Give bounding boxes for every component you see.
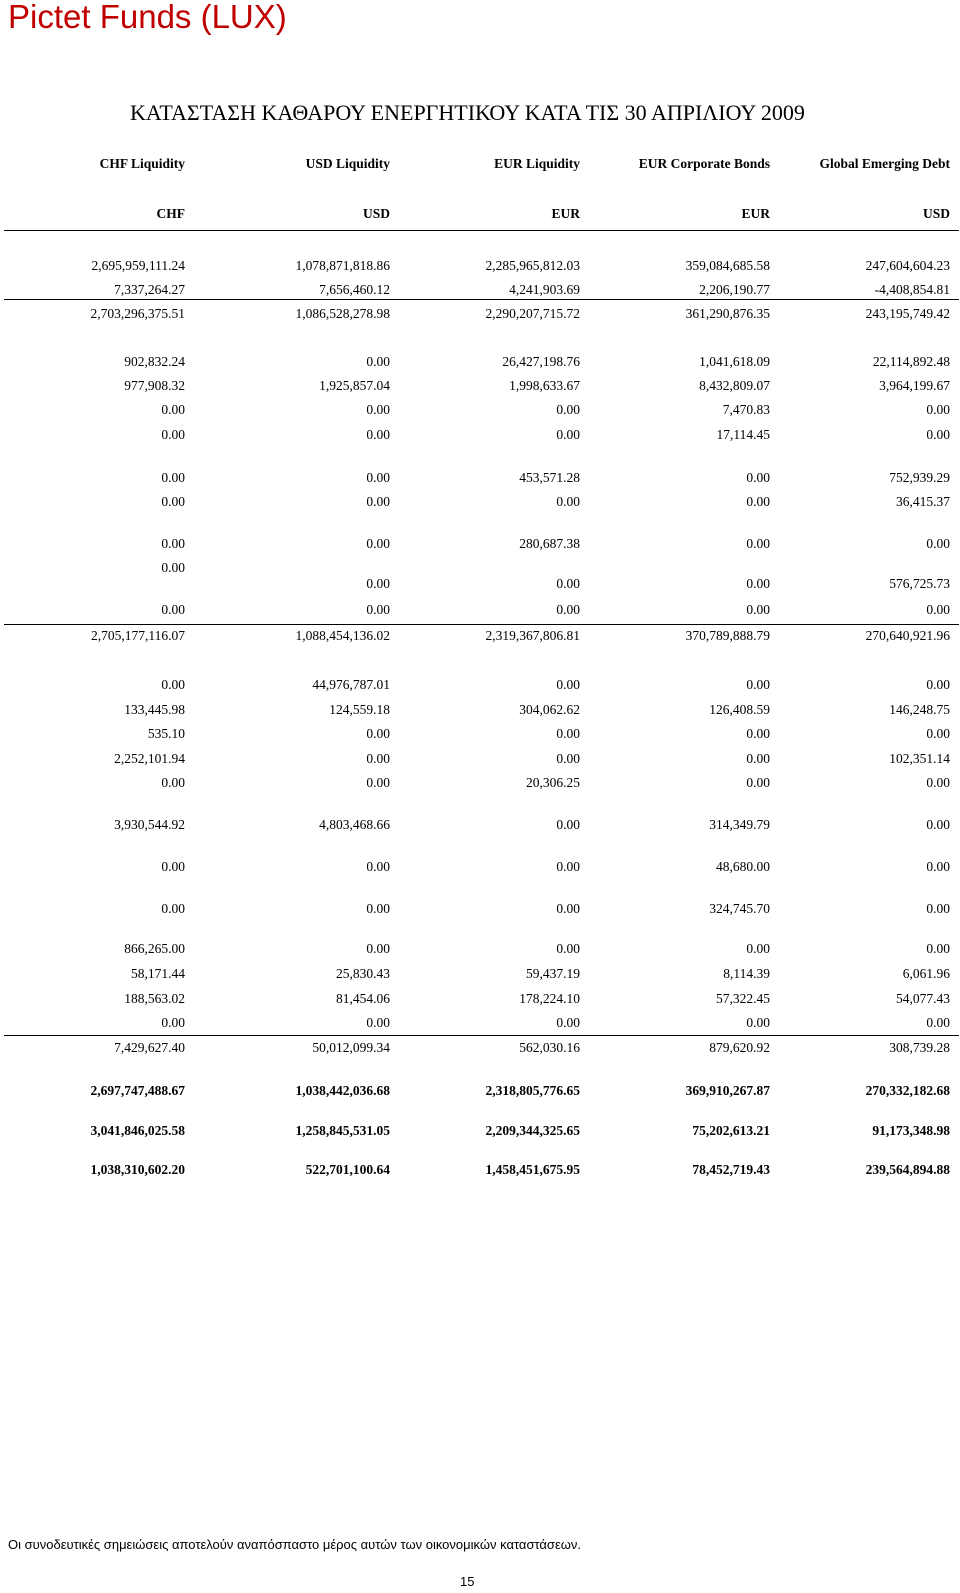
table-cell: 0.00	[556, 1015, 580, 1030]
footnote: Οι συνοδευτικές σημειώσεις αποτελούν αναπόσπαστο μέρος αυτών των οικονομικών καταστάσεων.	[8, 1537, 582, 1552]
table-cell: 1,038,442,036.68	[295, 1083, 390, 1098]
table-cell: 0.00	[366, 402, 390, 417]
table-cell: 1,086,528,278.98	[295, 306, 390, 321]
table-cell: 178,224.10	[519, 991, 580, 1006]
table-cell: 2,319,367,806.81	[485, 628, 580, 643]
table-cell: 361,290,876.35	[685, 306, 770, 321]
table-cell: 22,114,892.48	[872, 354, 950, 369]
table-cell: 239,564,894.88	[865, 1162, 950, 1177]
table-cell: 0.00	[556, 677, 580, 692]
table-cell: 3,930,544.92	[114, 817, 185, 832]
table-cell: 0.00	[556, 494, 580, 509]
table-cell: 0.00	[926, 677, 950, 692]
table-cell: 0.00	[926, 901, 950, 916]
table-cell: 879,620.92	[709, 1040, 770, 1055]
table-cell: 2,703,296,375.51	[90, 306, 185, 321]
currency-header: EUR	[741, 206, 770, 221]
table-cell: 0.00	[926, 726, 950, 741]
table-cell: 1,041,618.09	[699, 354, 770, 369]
table-cell: 0.00	[926, 427, 950, 442]
table-cell: 0.00	[926, 941, 950, 956]
table-cell: 370,789,888.79	[685, 628, 770, 643]
table-cell: 0.00	[556, 941, 580, 956]
currency-header: USD	[922, 206, 950, 221]
table-cell: 4,803,468.66	[319, 817, 390, 832]
table-cell: 7,656,460.12	[319, 282, 390, 297]
table-cell: 44,976,787.01	[312, 677, 390, 692]
table-cell: 25,830.43	[336, 966, 390, 981]
table-cell: 1,038,310,602.20	[90, 1162, 185, 1177]
table-cell: 36,415.37	[896, 494, 950, 509]
table-cell: 0.00	[556, 726, 580, 741]
table-cell: 0.00	[746, 941, 770, 956]
column-header: EUR Liquidity	[494, 156, 580, 171]
table-cell: 59,437.19	[526, 966, 580, 981]
table-cell: 0.00	[556, 602, 580, 617]
table-cell: 314,349.79	[709, 817, 770, 832]
table-cell: 0.00	[161, 901, 185, 916]
table-cell: 280,687.38	[519, 536, 580, 551]
table-cell: 0.00	[556, 402, 580, 417]
table-cell: 124,559.18	[329, 702, 390, 717]
table-cell: 0.00	[746, 494, 770, 509]
table-cell: 0.00	[366, 536, 390, 551]
table-cell: 0.00	[161, 402, 185, 417]
table-cell: 1,925,857.04	[319, 378, 390, 393]
table-cell: 0.00	[926, 1015, 950, 1030]
table-cell: 20,306.25	[526, 775, 580, 790]
table-cell: 2,290,207,715.72	[485, 306, 580, 321]
table-cell: 453,571.28	[519, 470, 580, 485]
table-cell: 2,318,805,776.65	[485, 1083, 580, 1098]
table-cell: 2,285,965,812.03	[485, 258, 580, 273]
table-cell: 0.00	[556, 751, 580, 766]
table-cell: 0.00	[556, 576, 580, 591]
table-cell: 0.00	[926, 817, 950, 832]
table-cell: 576,725.73	[889, 576, 950, 591]
table-cell: 3,041,846,025.58	[90, 1123, 185, 1138]
column-header: USD Liquidity	[305, 156, 390, 171]
table-cell: 2,209,344,325.65	[485, 1123, 580, 1138]
table-cell: 977,908.32	[124, 378, 185, 393]
table-cell: 2,697,747,488.67	[90, 1083, 185, 1098]
table-cell: 58,171.44	[131, 966, 185, 981]
table-cell: 247,604,604.23	[865, 258, 950, 273]
table-cell: 81,454.06	[336, 991, 390, 1006]
table-cell: 2,695,959,111.24	[91, 258, 185, 273]
table-cell: 0.00	[926, 775, 950, 790]
table-cell: 0.00	[746, 602, 770, 617]
table-cell: 243,195,749.42	[865, 306, 950, 321]
table-cell: 752,939.29	[889, 470, 950, 485]
table-cell: 7,337,264.27	[114, 282, 185, 297]
table-cell: 0.00	[366, 576, 390, 591]
table-cell: 0.00	[161, 859, 185, 874]
table-cell: 48,680.00	[716, 859, 770, 874]
table-cell: 4,241,903.69	[509, 282, 580, 297]
table-cell: 324,745.70	[709, 901, 770, 916]
table-cell: 0.00	[366, 354, 390, 369]
table-cell: 1,258,845,531.05	[295, 1123, 390, 1138]
table-cell: 522,701,100.64	[305, 1162, 390, 1177]
table-cell: 0.00	[161, 677, 185, 692]
table-cell: 0.00	[366, 941, 390, 956]
table-cell: 102,351.14	[889, 751, 950, 766]
table-cell: 0.00	[926, 536, 950, 551]
table-cell: 91,173,348.98	[872, 1123, 950, 1138]
total-rule	[4, 624, 959, 625]
table-cell: 0.00	[366, 1015, 390, 1030]
table-cell: 0.00	[746, 536, 770, 551]
table-cell: 0.00	[926, 859, 950, 874]
table-cell: 270,332,182.68	[865, 1083, 950, 1098]
table-cell: 54,077.43	[896, 991, 950, 1006]
table-cell: 146,248.75	[889, 702, 950, 717]
fund-title: Pictet Funds (LUX)	[8, 0, 287, 35]
table-cell: 1,998,633.67	[509, 378, 580, 393]
table-cell: 188,563.02	[124, 991, 185, 1006]
table-cell: 26,427,198.76	[502, 354, 580, 369]
currency-header: CHF	[156, 206, 185, 221]
table-cell: 0.00	[366, 602, 390, 617]
table-cell: 1,088,454,136.02	[295, 628, 390, 643]
table-cell: 75,202,613.21	[692, 1123, 770, 1138]
table-cell: 0.00	[556, 901, 580, 916]
page-number: 15	[460, 1574, 475, 1589]
document-title: ΚΑΤΑΣΤΑΣΗ ΚΑΘΑΡΟΥ ΕΝΕΡΓΗΤΙΚΟΥ ΚΑΤΑ ΤΙΣ 30 ΑΠΡΙΛΙΟΥ 2009	[130, 100, 805, 125]
table-cell: 0.00	[746, 1015, 770, 1030]
table-cell: 8,432,809.07	[699, 378, 770, 393]
table-cell: 8,114.39	[723, 966, 770, 981]
table-cell: 6,061.96	[902, 966, 950, 981]
table-cell: 0.00	[161, 775, 185, 790]
table-cell: 0.00	[556, 817, 580, 832]
table-cell: -4,408,854.81	[874, 282, 950, 297]
table-cell: 1,078,871,818.86	[295, 258, 390, 273]
table-cell: 0.00	[366, 494, 390, 509]
table-cell: 902,832.24	[124, 354, 185, 369]
column-header: CHF Liquidity	[99, 156, 185, 171]
table-cell: 78,452,719.43	[692, 1162, 770, 1177]
table-cell: 535.10	[147, 726, 185, 741]
table-cell: 17,114.45	[716, 427, 770, 442]
table-cell: 0.00	[161, 536, 185, 551]
table-cell: 7,429,627.40	[114, 1040, 185, 1055]
table-cell: 304,062.62	[519, 702, 580, 717]
table-cell: 126,408.59	[709, 702, 770, 717]
table-cell: 0.00	[746, 470, 770, 485]
table-cell: 0.00	[366, 726, 390, 741]
table-cell: 1,458,451,675.95	[485, 1162, 580, 1177]
currency-header: USD	[362, 206, 390, 221]
table-cell: 0.00	[366, 470, 390, 485]
table-cell: 0.00	[161, 427, 185, 442]
table-cell: 0.00	[926, 402, 950, 417]
table-cell: 0.00	[366, 751, 390, 766]
table-cell: 3,964,199.67	[879, 378, 950, 393]
table-cell: 0.00	[746, 751, 770, 766]
table-cell: 0.00	[161, 560, 185, 575]
table-cell: 0.00	[161, 602, 185, 617]
table-cell: 50,012,099.34	[312, 1040, 390, 1055]
table-cell: 0.00	[161, 1015, 185, 1030]
table-cell: 0.00	[746, 726, 770, 741]
header-rule	[4, 230, 959, 231]
table-cell: 0.00	[366, 427, 390, 442]
table-cell: 0.00	[556, 859, 580, 874]
table-cell: 369,910,267.87	[685, 1083, 770, 1098]
table-cell: 0.00	[366, 901, 390, 916]
table-cell: 7,470.83	[722, 402, 770, 417]
table-cell: 0.00	[161, 494, 185, 509]
table-cell: 562,030.16	[519, 1040, 580, 1055]
table-cell: 0.00	[746, 677, 770, 692]
currency-header: EUR	[551, 206, 580, 221]
table-cell: 2,705,177,116.07	[91, 628, 185, 643]
table-cell: 57,322.45	[716, 991, 770, 1006]
table-cell: 0.00	[926, 602, 950, 617]
table-cell: 0.00	[746, 576, 770, 591]
table-cell: 270,640,921.96	[865, 628, 950, 643]
table-cell: 866,265.00	[124, 941, 185, 956]
column-header: EUR Corporate Bonds	[638, 156, 770, 171]
table-cell: 0.00	[366, 775, 390, 790]
table-cell: 308,739.28	[889, 1040, 950, 1055]
table-cell: 2,206,190.77	[699, 282, 770, 297]
table-cell: 0.00	[366, 859, 390, 874]
liabilities-total-rule	[4, 1035, 959, 1036]
table-cell: 133,445.98	[124, 702, 185, 717]
table-cell: 359,084,685.58	[685, 258, 770, 273]
table-cell: 2,252,101.94	[114, 751, 185, 766]
column-header: Global Emerging Debt	[819, 156, 950, 171]
table-cell: 0.00	[746, 775, 770, 790]
table-cell: 0.00	[161, 470, 185, 485]
table-cell: 0.00	[556, 427, 580, 442]
subtotal-rule	[4, 299, 959, 300]
